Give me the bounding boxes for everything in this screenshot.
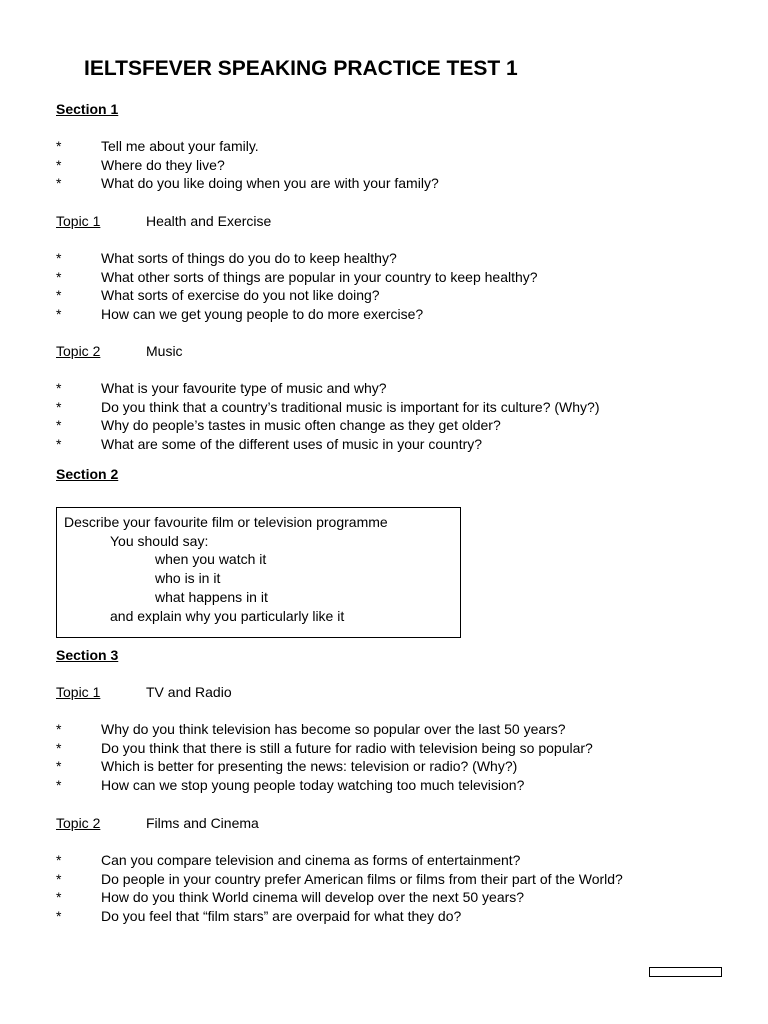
list-item bbox=[56, 137, 439, 156]
cue-card-you-should-say: You should say: bbox=[110, 532, 209, 549]
bullet: * bbox=[56, 156, 62, 173]
bullet: * bbox=[56, 398, 62, 415]
question-text: Why do you think television has become so popular over the last 50 years? bbox=[101, 721, 566, 737]
bullet: * bbox=[56, 175, 62, 192]
list-item bbox=[56, 757, 593, 776]
bullet: * bbox=[56, 138, 62, 154]
question-text: Can you compare television and cinema as forms of entertainment? bbox=[101, 852, 521, 868]
list-item bbox=[56, 776, 593, 795]
section-1-topic-1 bbox=[56, 212, 271, 231]
section-1-heading: Section 1 bbox=[56, 101, 119, 117]
question-text: What sorts of things do you do to keep healthy? bbox=[101, 250, 397, 266]
section-1-topic-2-list bbox=[56, 379, 600, 454]
question-text: Why do people’s tastes in music often change as they get older? bbox=[101, 417, 501, 434]
list-item bbox=[56, 286, 538, 305]
question-text: How can we get young people to do more exercise? bbox=[101, 306, 424, 323]
section-3-topic-2 bbox=[56, 814, 259, 833]
topic-name: Music bbox=[146, 343, 183, 359]
question-text: What do you like doing when you are with your family? bbox=[101, 175, 439, 192]
list-item bbox=[56, 156, 439, 175]
list-item bbox=[56, 720, 593, 739]
section-1-topic-1-list bbox=[56, 249, 538, 324]
bullet: * bbox=[56, 250, 62, 266]
section-3-topic-1-list bbox=[56, 720, 593, 795]
bullet: * bbox=[56, 417, 62, 434]
question-text: Do you feel that “film stars” are overpaid for what they do? bbox=[101, 908, 462, 925]
bullet: * bbox=[56, 870, 62, 887]
bullet: * bbox=[56, 268, 62, 285]
list-item bbox=[56, 249, 538, 268]
question-text: Do you think that there is still a future for radio with television being so popular? bbox=[101, 739, 593, 756]
cue-card bbox=[56, 507, 461, 638]
bullet: * bbox=[56, 287, 62, 304]
question-text: What sorts of exercise do you not like doing? bbox=[101, 287, 380, 304]
bullet: * bbox=[56, 852, 62, 868]
list-item bbox=[56, 379, 600, 398]
section-3-topic-1 bbox=[56, 683, 232, 702]
topic-label: Topic 2 bbox=[56, 815, 101, 831]
topic-name: Health and Exercise bbox=[146, 213, 272, 229]
list-item bbox=[56, 398, 600, 417]
question-text: What are some of the different uses of music in your country? bbox=[101, 436, 483, 453]
topic-label: Topic 1 bbox=[56, 213, 101, 229]
question-text: What is your favourite type of music and why? bbox=[101, 380, 387, 396]
page-number-box bbox=[649, 967, 722, 977]
topic-label: Topic 1 bbox=[56, 684, 101, 700]
list-item bbox=[56, 305, 538, 324]
cue-card-point: what happens in it bbox=[155, 588, 268, 605]
section-1-intro-list bbox=[56, 137, 439, 193]
bullet: * bbox=[56, 777, 62, 794]
question-text: Where do they live? bbox=[101, 156, 225, 173]
bullet: * bbox=[56, 908, 62, 925]
question-text: Do you think that a country’s traditional music is important for its culture? (Why?) bbox=[101, 398, 600, 415]
section-1-topic-2 bbox=[56, 342, 183, 361]
question-text: Which is better for presenting the news: television or radio? (Why?) bbox=[101, 758, 518, 775]
bullet: * bbox=[56, 758, 62, 775]
question-text: Tell me about your family. bbox=[101, 138, 259, 154]
list-item bbox=[56, 907, 623, 926]
list-item bbox=[56, 739, 593, 758]
cue-card-point: when you watch it bbox=[155, 551, 267, 568]
bullet: * bbox=[56, 889, 62, 906]
section-3-topic-2-list bbox=[56, 851, 623, 926]
bullet: * bbox=[56, 436, 62, 453]
topic-name: TV and Radio bbox=[146, 684, 232, 700]
cue-card-prompt: Describe your favourite film or television programme bbox=[64, 514, 388, 530]
section-3-heading: Section 3 bbox=[56, 647, 119, 663]
list-item bbox=[56, 174, 439, 193]
list-item bbox=[56, 888, 623, 907]
topic-label: Topic 2 bbox=[56, 343, 101, 359]
topic-name: Films and Cinema bbox=[146, 815, 259, 831]
list-item bbox=[56, 435, 600, 454]
question-text: How do you think World cinema will develop over the next 50 years? bbox=[101, 889, 525, 906]
bullet: * bbox=[56, 739, 62, 756]
page-title: IELTSFEVER SPEAKING PRACTICE TEST 1 bbox=[84, 57, 518, 80]
bullet: * bbox=[56, 306, 62, 323]
question-text: Do people in your country prefer American films or films from their part of the World? bbox=[101, 870, 623, 887]
list-item bbox=[56, 416, 600, 435]
question-text: What other sorts of things are popular in your country to keep healthy? bbox=[101, 268, 538, 285]
bullet: * bbox=[56, 721, 62, 737]
list-item bbox=[56, 851, 623, 870]
cue-card-point: who is in it bbox=[155, 570, 221, 587]
cue-card-explain: and explain why you particularly like it bbox=[110, 607, 345, 624]
question-text: How can we stop young people today watching too much television? bbox=[101, 777, 525, 794]
bullet: * bbox=[56, 380, 62, 396]
list-item bbox=[56, 870, 623, 889]
section-2-heading: Section 2 bbox=[56, 466, 119, 482]
list-item bbox=[56, 268, 538, 287]
